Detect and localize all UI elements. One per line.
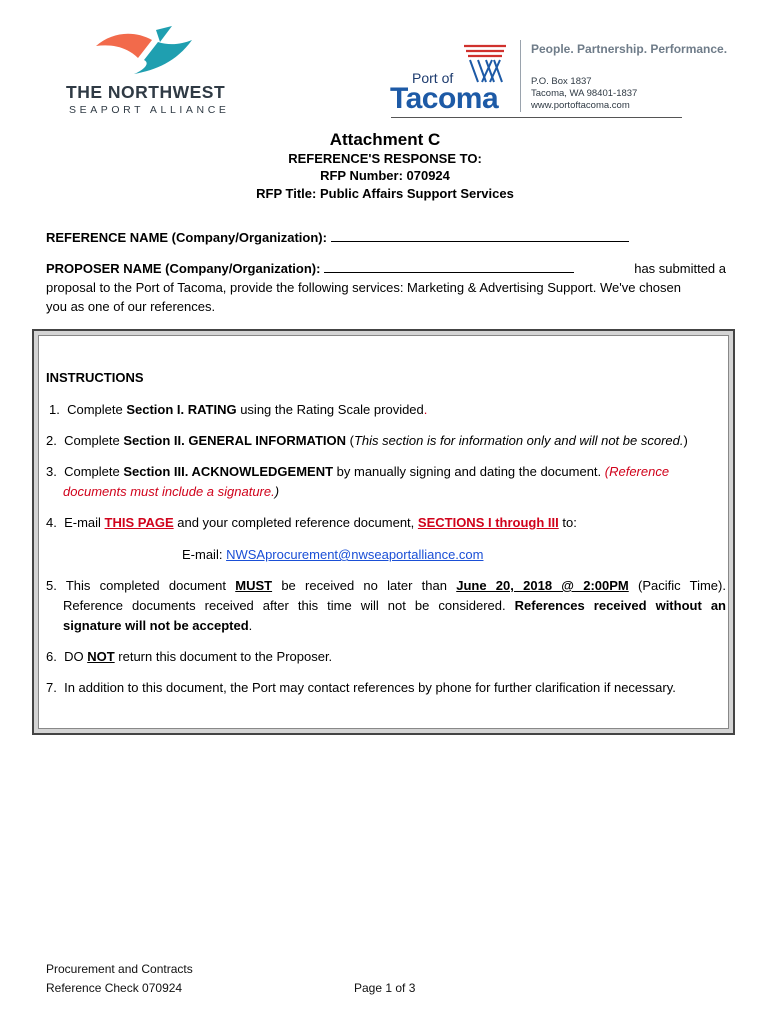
attachment-title: Attachment C xyxy=(329,130,441,149)
proposer-paragraph xyxy=(46,259,726,316)
item-text: (Pacific Time). xyxy=(628,578,726,593)
port-of-text: Port of xyxy=(412,70,454,86)
reference-name-field[interactable] xyxy=(331,228,629,242)
item-text: Complete xyxy=(67,402,127,417)
item-red-italic: (Reference xyxy=(604,464,670,479)
item-text: to: xyxy=(558,515,577,530)
item-number: 1. xyxy=(49,402,60,417)
item-text: using the Rating Scale provided xyxy=(236,402,424,417)
item-text: and your completed reference document, xyxy=(173,515,418,530)
footer-left-line2: Reference Check 070924 xyxy=(46,981,183,995)
reference-name-row xyxy=(46,228,629,245)
instruction-item-3 xyxy=(46,462,726,502)
item-text: Complete xyxy=(64,464,124,479)
item-text: E-mail xyxy=(64,515,105,530)
item-number: 4. xyxy=(46,515,57,530)
port-tagline: People. Partnership. Performance. xyxy=(531,42,728,56)
proposer-name-field[interactable] xyxy=(324,259,574,273)
tacoma-wordmark: Tacoma xyxy=(390,82,499,115)
item-red-italic: documents must include a signature xyxy=(63,484,272,499)
instruction-item-4 xyxy=(46,513,726,533)
instruction-item-6 xyxy=(46,647,726,667)
port-address-line2: Tacoma, WA 98401-1837 xyxy=(531,88,638,99)
item-number: 3. xyxy=(46,464,57,479)
port-crane-mark-icon xyxy=(460,40,510,84)
footer-page-number: Page 1 of 3 xyxy=(354,981,416,995)
header-rule xyxy=(391,117,682,118)
item-number: 2. xyxy=(46,433,57,448)
nwsa-logo-line2: SEAPORT ALLIANCE xyxy=(69,104,230,116)
proposal-text-line2: proposal to the Port of Tacoma, provide the following services: Marketing & Advertising Support. We've chosen xyxy=(46,280,682,295)
item-text: In addition to this document, the Port may contact references by phone for further clarification if necessary. xyxy=(64,680,676,695)
instruction-item-7 xyxy=(46,678,726,698)
instructions-heading: INSTRUCTIONS xyxy=(46,370,144,385)
port-website: www.portoftacoma.com xyxy=(531,100,630,111)
item-bold: References received without an xyxy=(514,598,726,613)
item-text: be received no later than xyxy=(272,578,457,593)
email-link[interactable]: NWSAprocurement@nwseaportalliance.com xyxy=(226,547,484,562)
nwsa-logo-line1: THE NORTHWEST xyxy=(66,82,226,102)
instruction-item-1 xyxy=(49,400,729,420)
item-text: return this document to the Proposer. xyxy=(114,649,333,664)
response-to-heading: REFERENCE'S RESPONSE TO: xyxy=(288,151,482,166)
instruction-item-5 xyxy=(46,576,726,636)
deadline-date: June 20, 2018 @ 2:00PM xyxy=(456,578,629,593)
item-text: Complete xyxy=(64,433,124,448)
item-number: 6. xyxy=(46,649,57,664)
nwsa-logo xyxy=(66,24,230,116)
item-text: DO xyxy=(64,649,88,664)
item-text: ( xyxy=(346,433,354,448)
item-bold: signature will not be accepted xyxy=(63,618,249,633)
nwsa-logo-mark-icon xyxy=(94,24,194,80)
rfp-number: RFP Number: 070924 xyxy=(320,168,450,183)
footer-left-line1: Procurement and Contracts xyxy=(46,962,193,976)
proposer-name-label: PROPOSER NAME (Company/Organization): xyxy=(46,261,321,276)
item-text: by manually signing and dating the document. xyxy=(333,464,605,479)
rfp-title: RFP Title: Public Affairs Support Services xyxy=(256,186,514,201)
has-submitted-text: has submitted a xyxy=(634,261,726,276)
header-divider xyxy=(520,40,521,112)
item-number: 7. xyxy=(46,680,57,695)
reference-name-label: REFERENCE NAME (Company/Organization): xyxy=(46,230,327,245)
port-address-line1: P.O. Box 1837 xyxy=(531,76,592,87)
item-text: ) xyxy=(274,484,280,499)
not-emphasis: NOT xyxy=(87,649,115,664)
sections-emphasis: SECTIONS I through III xyxy=(417,515,559,530)
item-bold: Section III. ACKNOWLEDGEMENT xyxy=(123,464,334,479)
item-text: This completed document xyxy=(65,578,236,593)
proposal-text-line3: you as one of our references. xyxy=(46,299,216,314)
instruction-item-2 xyxy=(46,431,726,451)
this-page-emphasis: THIS PAGE xyxy=(104,515,174,530)
must-emphasis: MUST xyxy=(235,578,273,593)
item-bold: Section I. RATING xyxy=(126,402,237,417)
email-label: E-mail: xyxy=(182,547,227,562)
email-row xyxy=(182,545,582,565)
item-text: ) xyxy=(683,433,688,448)
item-number: 5. xyxy=(46,578,57,593)
item-text: . xyxy=(248,618,253,633)
item-red-italic: . xyxy=(271,484,275,499)
port-of-tacoma-logo xyxy=(390,40,520,114)
item-text: Reference documents received after this time will not be considered. xyxy=(63,598,515,613)
item-bold: Section II. GENERAL INFORMATION xyxy=(123,433,347,448)
item-italic: This section is for information only and will not be scored. xyxy=(353,433,684,448)
item-red-dot: . xyxy=(423,402,428,417)
